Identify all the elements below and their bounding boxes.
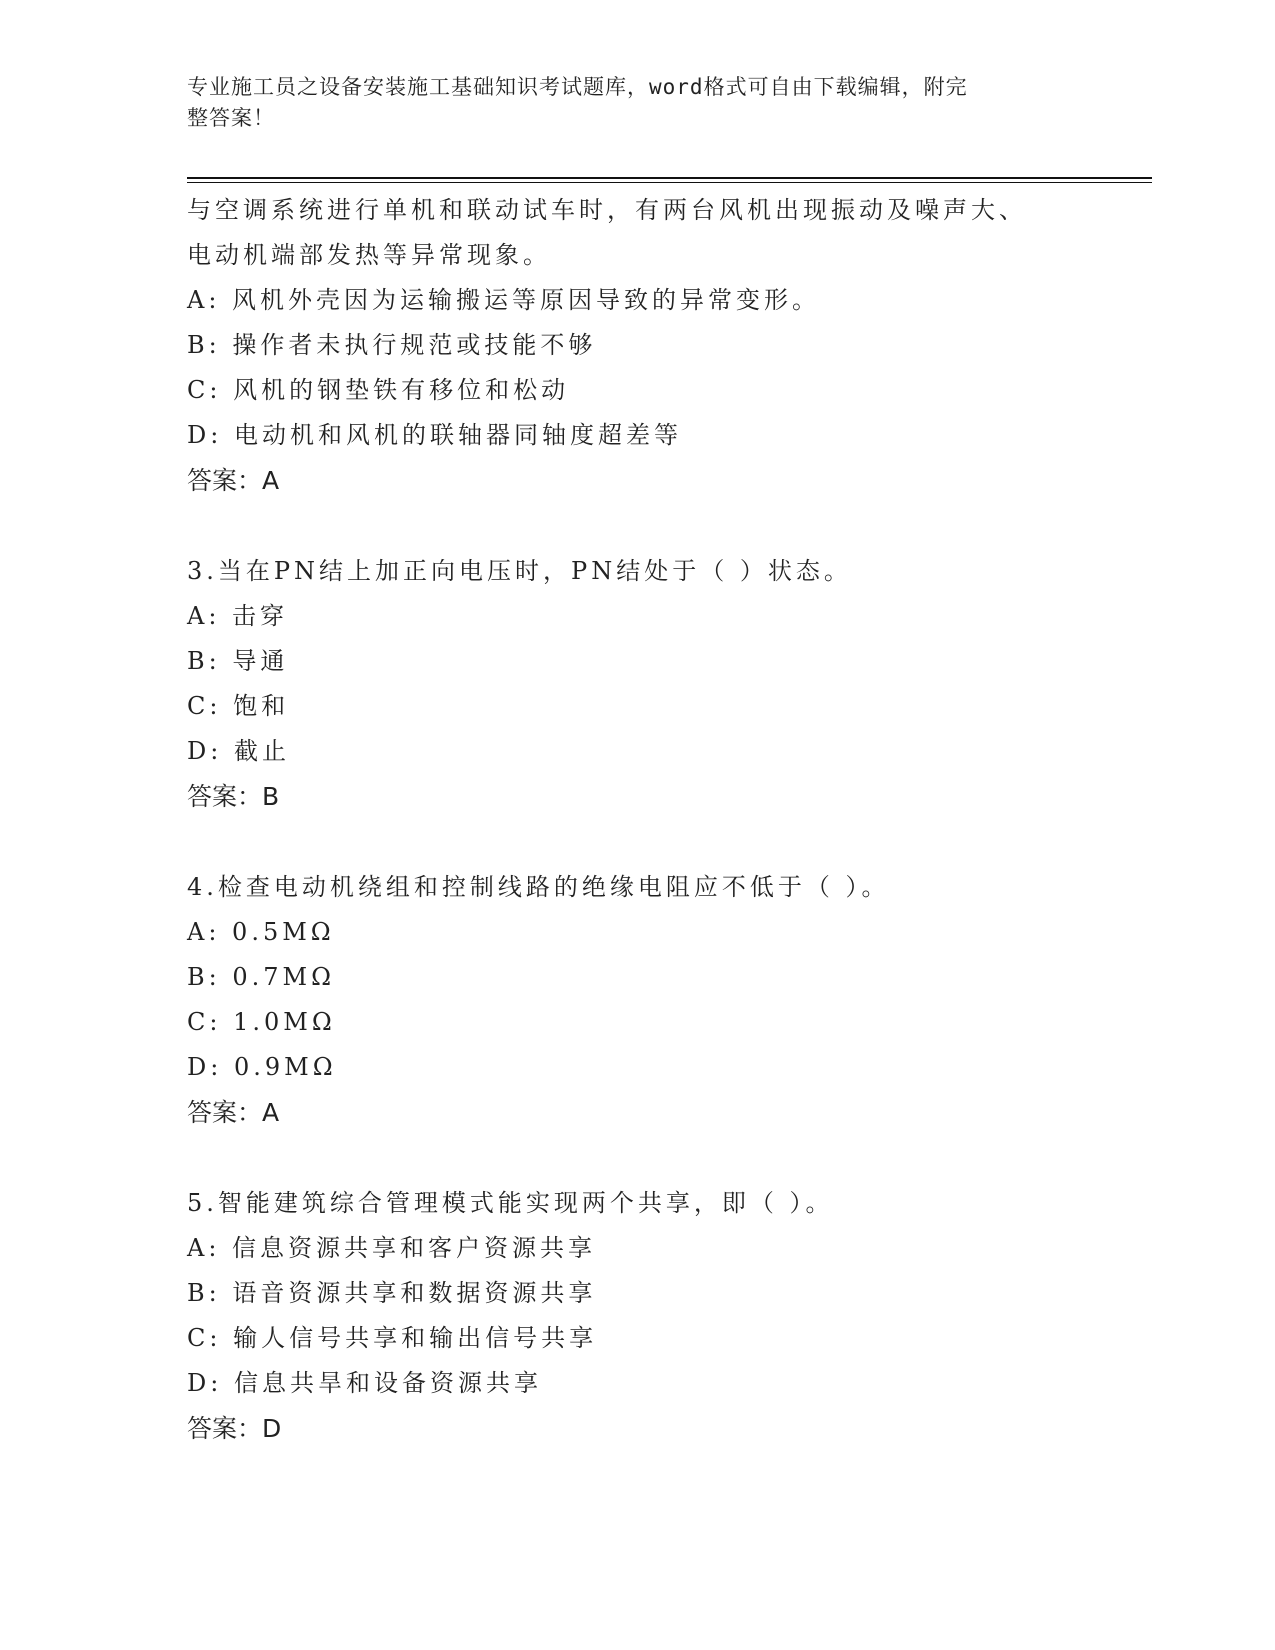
question-4-option-c: C: 1.0MΩ xyxy=(187,1008,336,1036)
question-5-option-a: A: 信息资源共享和客户资源共享 xyxy=(187,1234,597,1262)
question-2-answer: 答案：A xyxy=(187,466,280,495)
question-2 xyxy=(187,188,1087,503)
question-3-option-d: D: 截止 xyxy=(187,737,290,765)
question-5-option-b: B: 语音资源共享和数据资源共享 xyxy=(187,1279,597,1307)
header-divider-top xyxy=(187,177,1152,179)
spacer xyxy=(187,819,1087,865)
question-4-stem: 4.检查电动机绕组和控制线路的绝缘电阻应不低于（ ）。 xyxy=(187,873,890,901)
question-5 xyxy=(187,1181,1087,1451)
question-4 xyxy=(187,865,1087,1135)
question-4-option-a: A: 0.5MΩ xyxy=(187,918,335,946)
question-3-option-c: C: 饱和 xyxy=(187,692,290,720)
header-title-line-1: 专业施工员之设备安装施工基础知识考试题库，word格式可自由下载编辑，附完 xyxy=(187,75,968,99)
question-2-stem-line-1: 与空调系统进行单机和联动试车时，有两台风机出现振动及噪声大、 xyxy=(187,196,1027,224)
question-2-option-a: A: 风机外壳因为运输搬运等原因导致的异常变形。 xyxy=(187,286,821,314)
question-2-stem-line-2: 电动机端部发热等异常现象。 xyxy=(187,241,551,269)
spacer xyxy=(187,1135,1087,1181)
question-5-option-d: D: 信息共旱和设备资源共享 xyxy=(187,1369,542,1397)
question-5-option-c: C: 输人信号共享和输出信号共享 xyxy=(187,1324,598,1352)
header-title-line-2: 整答案！ xyxy=(187,106,275,130)
header-divider-bottom xyxy=(187,182,1152,183)
document-header xyxy=(187,72,1067,134)
question-4-answer: 答案：A xyxy=(187,1098,280,1127)
question-3-stem: 3.当在PN结上加正向电压时，PN结处于（ ）状态。 xyxy=(187,557,852,585)
question-2-option-c: C: 风机的钢垫铁有移位和松动 xyxy=(187,376,570,404)
question-5-stem: 5.智能建筑综合管理模式能实现两个共享，即（ ）。 xyxy=(187,1189,834,1217)
question-3-option-b: B: 导通 xyxy=(187,647,289,675)
question-4-option-d: D: 0.9MΩ xyxy=(187,1053,337,1081)
question-3 xyxy=(187,549,1087,819)
question-3-answer: 答案：B xyxy=(187,782,280,811)
question-2-option-b: B: 操作者未执行规范或技能不够 xyxy=(187,331,597,359)
question-5-answer: 答案：D xyxy=(187,1414,282,1443)
question-3-option-a: A: 击穿 xyxy=(187,602,289,630)
spacer xyxy=(187,503,1087,549)
question-4-option-b: B: 0.7MΩ xyxy=(187,963,335,991)
question-list xyxy=(187,188,1087,1451)
question-2-option-d: D: 电动机和风机的联轴器同轴度超差等 xyxy=(187,421,682,449)
